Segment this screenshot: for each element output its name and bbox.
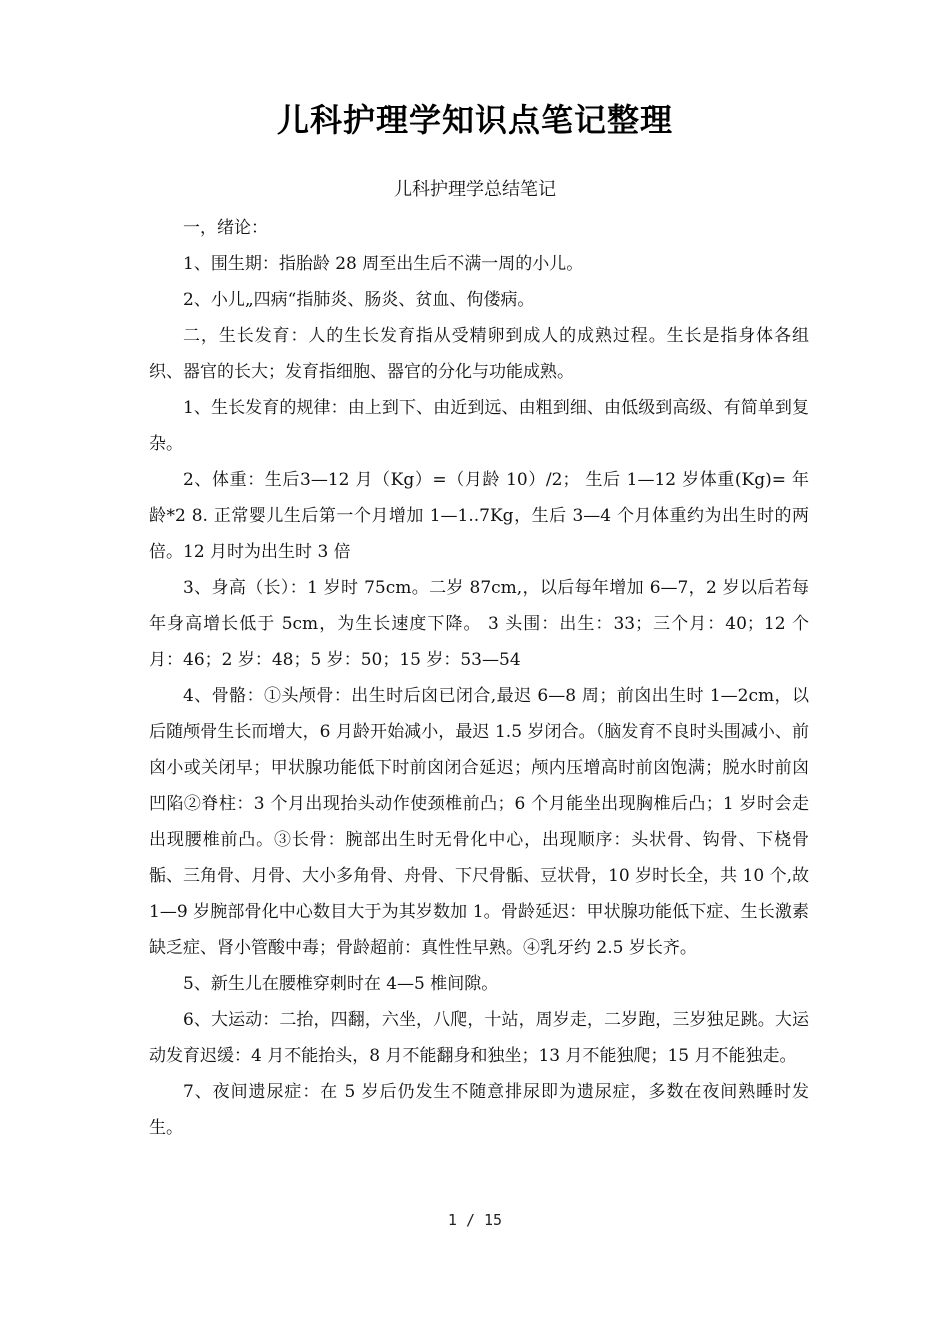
paragraph: 一，绪论：	[183, 218, 268, 238]
paragraph: 4、骨骼：①头颅骨：出生时后囟已闭合,最迟 6—8 周；前囟出生时 1—2cm，以后随颅骨生长而增大，6 月龄开始减小，最迟 1.5 岁闭合。（脑发育不良时头围减小、前囟小或关闭早；甲状腺功能低下时前囟闭合延迟；颅内压增高时前囟饱满；脱水时前囟凹陷②脊柱：3 个月出现抬头动作使颈椎前凸；6 个月能坐出现胸椎后凸；1 岁时会走出现腰椎前凸。③长骨：腕部出生时无骨化中心，出现顺序：头状骨、钩骨、下桡骨骺、三角骨、月骨、大小多角骨、舟骨、下尺骨骺、豆状骨，10 岁时长全，共 10 个,故 1—9 岁腕部骨化中心数目大于为其岁数加 1。骨龄延迟：甲状腺功能低下症、生长激素缺乏症、肾小管酸中毒；骨龄超前：真性性早熟。④乳牙约 2.5 岁长齐。	[149, 686, 809, 958]
document-title: 儿科护理学知识点笔记整理	[276, 101, 673, 139]
page-number: 1 / 15	[447, 1211, 503, 1229]
paragraph: 6、大运动：二抬，四翻，六坐，八爬，十站，周岁走，二岁跑，三岁独足跳。大运动发育迟缓：4 月不能抬头，8 月不能翻身和独坐；13 月不能独爬；15 月不能独走。	[149, 1010, 809, 1066]
paragraph: 5、新生儿在腰椎穿刺时在 4—5 椎间隙。	[183, 974, 499, 994]
paragraph: 2、体重：生后3—12 月（Kg）=（月龄 10）/2； 生后 1—12 岁体重(Kg)= 年龄*2 8. 正常婴儿生后第一个月增加 1—1..7Kg，生后 3—4 个月体重约为出生时的两倍。12 月时为出生时 3 倍	[149, 470, 809, 562]
paragraph: 1、生长发育的规律：由上到下、由近到远、由粗到细、由低级到高级、有简单到复杂。	[149, 398, 809, 454]
paragraph: 二，生长发育：人的生长发育指从受精卵到成人的成熟过程。生长是指身体各组织、器官的长大；发育指细胞、器官的分化与功能成熟。	[149, 326, 809, 382]
document-subtitle: 儿科护理学总结笔记	[394, 179, 556, 200]
paragraph: 3、身高（长）：1 岁时 75cm。二岁 87cm,，以后每年增加 6—7，2 岁以后若每年身高增长低于 5cm，为生长速度下降。 3 头围：出生：33；三个月：40；12 个月：46；2 岁：48；5 岁：50；15 岁：53—54	[149, 578, 809, 670]
paragraph: 1、围生期：指胎龄 28 周至出生后不满一周的小儿。	[183, 254, 584, 274]
paragraph: 2、小儿„四病“指肺炎、肠炎、贫血、佝偻病。	[183, 290, 535, 310]
paragraph: 7、夜间遗尿症：在 5 岁后仍发生不随意排尿即为遗尿症，多数在夜间熟睡时发生。	[149, 1082, 809, 1138]
document-body	[149, 210, 809, 1146]
